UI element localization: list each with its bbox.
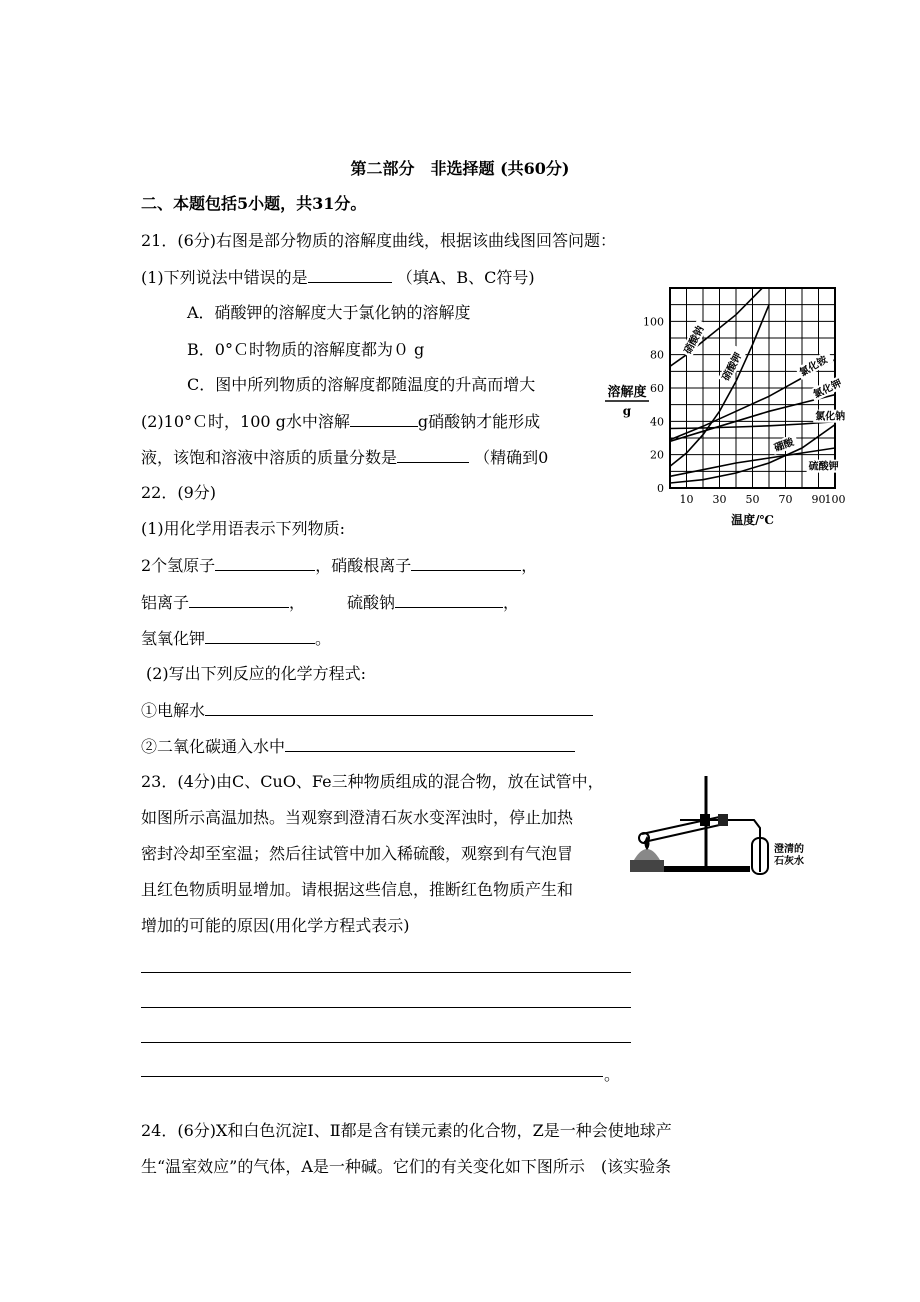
series-label: 氯化钠 <box>815 411 846 423</box>
q21-option-a: A．硝酸钾的溶解度大于氯化钠的溶解度 <box>187 303 471 322</box>
q22-nitrate-ion: ，硝酸根离子 <box>315 556 412 575</box>
q21-option-c: C．图中所列物质的溶解度都随温度的升高而增大 <box>187 375 536 394</box>
fig-label-clear: 澄清的 <box>774 844 804 855</box>
q21-part2-line1 <box>141 410 540 433</box>
q23-line5: 增加的可能的原因(用化学方程式表示) <box>141 916 410 935</box>
q21-part2-text: (2)10°Ｃ时，100 g水中溶解 <box>141 412 350 431</box>
q21-stem: 21．(6分)右图是部分物质的溶解度曲线，根据该曲线图回答问题： <box>141 231 617 250</box>
q23-line2: 如图所示高温加热。当观察到澄清石灰水变浑浊时，停止加热 <box>141 808 574 827</box>
q22-line3 <box>141 627 331 650</box>
q22-part2: (2)写出下列反应的化学方程式: <box>146 664 367 683</box>
q22-potassium-hydroxide: 氢氧化钾 <box>141 629 206 648</box>
x-tick-label: 70 <box>778 493 793 506</box>
q23-line4: 且红色物质明显增加。请根据这些信息，推断红色物质产生和 <box>141 880 574 899</box>
series-label: 氯化铵 <box>798 354 830 379</box>
y-tick-label: 0 <box>657 482 664 495</box>
q21-part2-line2 <box>141 446 548 469</box>
section-title: 第二部分 非选择题 (共60分) <box>350 159 570 178</box>
series-label: 氯化钾 <box>811 378 844 401</box>
series-label: 硝酸钠 <box>682 324 707 357</box>
q21-answer-blank-3[interactable] <box>397 446 469 463</box>
fig-label-limewater: 石灰水 <box>774 856 804 867</box>
y-axis-label: 溶解度 <box>607 385 647 400</box>
q23-answer-line-3[interactable] <box>141 1042 631 1043</box>
x-tick-label: 50 <box>745 493 760 506</box>
x-tick-label: 30 <box>712 493 727 506</box>
q21-part1-hint: （填A、B、C符号) <box>396 268 535 287</box>
q22-line2 <box>141 591 519 614</box>
q24-line2: 生“温室效应”的气体，A是一种碱。它们的有关变化如下图所示 (该实验条 <box>141 1157 672 1176</box>
q23-line1: 23．(4分)由C、CuO、Fe三种物质组成的混合物，放在试管中， <box>141 772 604 791</box>
q21-answer-blank-2[interactable] <box>350 410 418 427</box>
q22-blank-3[interactable] <box>189 591 289 608</box>
q22-eq2 <box>141 735 575 758</box>
x-tick-label: 100 <box>824 493 846 506</box>
q22-co2-water: ②二氧化碳通入水中 <box>141 737 286 756</box>
y-tick-label: 20 <box>650 448 664 462</box>
x-tick-label: 10 <box>679 493 694 506</box>
q22-electrolysis-water: ①电解水 <box>141 701 206 720</box>
q22-blank-2[interactable] <box>411 554 521 571</box>
q23-answer-line-4[interactable] <box>141 1076 603 1077</box>
q22-comma-3: ， <box>503 593 520 612</box>
q23-end-mark: 。 <box>604 1065 621 1084</box>
q21-option-b: B．0°Ｃ时物质的溶解度都为０ g <box>187 340 425 359</box>
q22-blank-1[interactable] <box>215 554 315 571</box>
q22-eq-blank-2[interactable] <box>285 735 575 752</box>
y-tick-label: 80 <box>650 348 664 362</box>
q21-part2-text-b: g硝酸钠才能形成 <box>417 412 541 431</box>
q22-stem: 22．(9分) <box>141 483 217 502</box>
series-label: 硼酸 <box>772 436 796 455</box>
q24-line1: 24．(6分)X和白色沉淀Ⅰ、Ⅱ都是含有镁元素的化合物，Z是一种会使地球产 <box>141 1121 672 1140</box>
q22-part1: (1)用化学用语表示下列物质: <box>141 519 346 538</box>
q22-period: 。 <box>315 629 332 648</box>
y-tick-label: 40 <box>650 415 664 429</box>
part2-heading: 二、本题包括5小题，共31分。 <box>141 194 367 213</box>
q21-part2-text-d: （精确到0 <box>474 448 549 467</box>
y-axis-unit-label: g <box>622 404 632 418</box>
q22-blank-4[interactable] <box>395 591 503 608</box>
q21-part1-text: (1)下列说法中错误的是 <box>141 268 308 287</box>
y-tick-label: 100 <box>643 315 664 329</box>
q22-comma-1: ， <box>521 556 538 575</box>
series-label: 硝酸钾 <box>720 351 745 383</box>
x-tick-label: 90 <box>811 493 826 506</box>
q23-answer-line-2[interactable] <box>141 1007 631 1008</box>
x-axis-label: 温度/℃ <box>731 513 774 527</box>
q22-eq-blank-1[interactable] <box>205 699 593 716</box>
q21-part1 <box>141 266 535 289</box>
q22-sodium-sulfate: 硫酸钠 <box>347 593 396 612</box>
heating-apparatus-figure <box>620 768 812 880</box>
y-tick-label: 60 <box>650 382 664 395</box>
series-label: 硫酸钾 <box>808 461 839 473</box>
q22-line1 <box>141 554 537 577</box>
q22-hydrogen-atoms: 2个氢原子 <box>141 556 216 575</box>
q22-comma-2: ， <box>289 593 306 612</box>
apparatus-drawing <box>620 768 812 880</box>
q22-eq1 <box>141 699 593 722</box>
q21-answer-blank-1[interactable] <box>308 266 392 283</box>
solubility-chart <box>597 282 857 532</box>
q23-answer-line-1[interactable] <box>141 972 631 973</box>
q22-aluminum-ion: 铝离子 <box>141 593 190 612</box>
q21-part2-text-c: 液，该饱和溶液中溶质的质量分数是 <box>141 448 398 467</box>
q23-line3: 密封冷却至室温；然后往试管中加入稀硫酸，观察到有气泡冒 <box>141 844 574 863</box>
solubility-chart-svg <box>597 282 857 532</box>
q22-blank-5[interactable] <box>205 627 315 644</box>
